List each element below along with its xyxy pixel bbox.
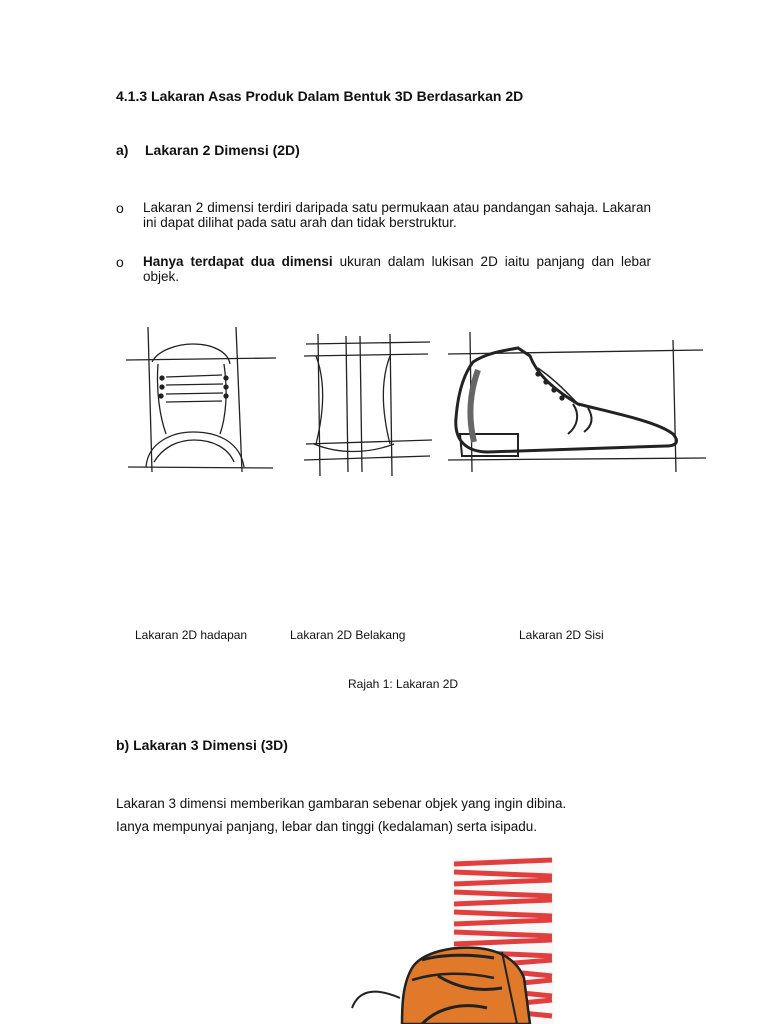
figure-2d-sketches xyxy=(118,322,710,484)
figure-3d-sketch xyxy=(262,848,602,1024)
bullet-marker-1: o xyxy=(116,200,124,216)
back-view-sketch xyxy=(304,334,432,476)
section-b-title: b) Lakaran 3 Dimensi (3D) xyxy=(116,737,288,753)
side-view-sketch xyxy=(448,332,706,472)
paragraph-b-line-1: Lakaran 3 dimensi memberikan gambaran sebenar objek yang ingin dibina. xyxy=(116,796,567,811)
bullet-text-1: Lakaran 2 dimensi terdiri daripada satu permukaan atau pandangan sahaja. Lakaran ini dapat dilihat pada satu arah dan tidak berstruktur. xyxy=(143,200,651,230)
section-a-marker: a) xyxy=(116,142,129,158)
caption-side: Lakaran 2D Sisi xyxy=(519,628,604,642)
bullet-marker-2: o xyxy=(116,254,124,270)
caption-back: Lakaran 2D Belakang xyxy=(290,628,406,642)
orange-shoe xyxy=(352,948,530,1024)
paragraph-b-line-2: Ianya mempunyai panjang, lebar dan tinggi (kedalaman) serta isipadu. xyxy=(116,819,538,834)
section-title: 4.1.3 Lakaran Asas Produk Dalam Bentuk 3D Berdasarkan 2D xyxy=(116,88,524,104)
bullet-text-2-rest: ukuran dalam lukisan 2D iaitu panjang dan lebar objek. xyxy=(143,254,651,284)
figure-1-title: Rajah 1: Lakaran 2D xyxy=(348,677,459,691)
caption-front: Lakaran 2D hadapan xyxy=(135,628,248,642)
front-view-sketch xyxy=(126,327,276,472)
bullet-text-2 xyxy=(143,254,651,284)
section-a-title: Lakaran 2 Dimensi (2D) xyxy=(145,142,300,158)
bullet-text-2-bold: Hanya terdapat dua dimensi xyxy=(143,254,333,269)
